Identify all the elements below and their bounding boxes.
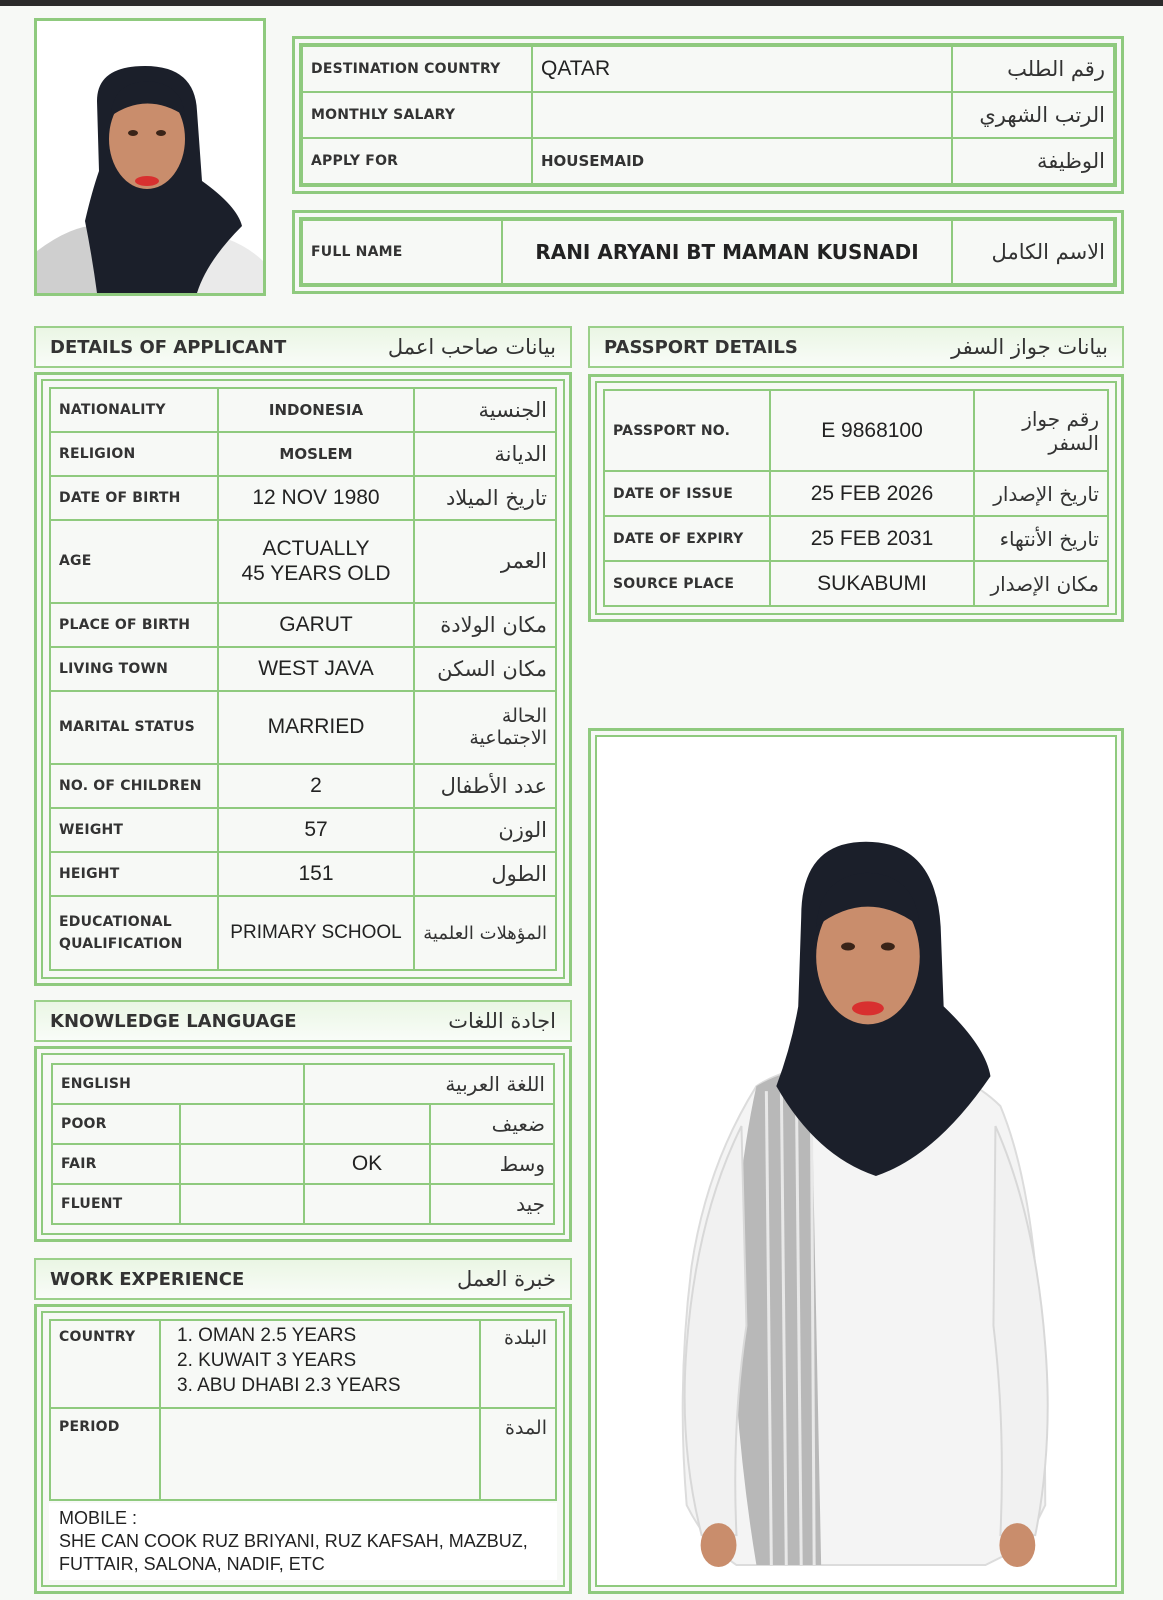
language-box	[34, 1046, 572, 1242]
language-table	[51, 1063, 555, 1225]
destination-country-arabic: رقم الطلب	[952, 46, 1114, 92]
age-arabic: العمر	[414, 520, 556, 602]
marital-status-value: MARRIED	[218, 691, 414, 764]
date-of-birth-label: DATE OF BIRTH	[50, 476, 218, 520]
date-of-issue-value: 25 FEB 2026	[770, 471, 974, 516]
nationality-arabic: الجنسية	[414, 388, 556, 432]
cooking-note-line2: FUTTAIR, SALONA, NADIF, ETC	[59, 1554, 325, 1574]
fluent-label: FLUENT	[52, 1184, 180, 1224]
passport-no-arabic: رقم جواز السفر	[974, 390, 1108, 471]
portrait-illustration	[37, 21, 263, 293]
apply-for-arabic: الوظيفة	[952, 138, 1114, 184]
language-section-title-arabic: اجادة اللغات	[448, 1009, 556, 1033]
country-arabic: البلدة	[480, 1320, 556, 1408]
table-row	[50, 388, 556, 432]
table-row	[50, 1320, 556, 1408]
place-of-birth-label: PLACE OF BIRTH	[50, 603, 218, 647]
work-experience-table	[49, 1319, 557, 1501]
list-item: 3. ABU DHABI 2.3 YEARS	[177, 1375, 401, 1396]
fluent-english-value	[180, 1184, 304, 1224]
table-row	[604, 390, 1108, 471]
table-row	[52, 1064, 554, 1104]
religion-arabic: الديانة	[414, 432, 556, 476]
education-label: EDUCATIONAL QUALIFICATION	[50, 896, 218, 970]
education-value: PRIMARY SCHOOL	[218, 896, 414, 970]
table-row	[604, 561, 1108, 606]
apply-for-value: HOUSEMAID	[532, 138, 952, 184]
religion-label: RELIGION	[50, 432, 218, 476]
applicant-details-box	[34, 372, 572, 986]
place-of-birth-arabic: مكان الولادة	[414, 603, 556, 647]
poor-arabic: ضعيف	[430, 1104, 554, 1144]
living-town-label: LIVING TOWN	[50, 647, 218, 691]
table-row	[52, 1184, 554, 1224]
table-row	[302, 220, 1114, 284]
applicant-section-title-arabic: بيانات صاحب اعمل	[387, 335, 556, 359]
age-value: ACTUALLY 45 YEARS OLD	[218, 520, 414, 602]
arabic-language-label: اللغة العربية	[304, 1064, 554, 1104]
cooking-note-line1: SHE CAN COOK RUZ BRIYANI, RUZ KAFSAH, MAZBUZ,	[59, 1531, 528, 1551]
table-row	[50, 1408, 556, 1500]
nationality-value: INDONESIA	[218, 388, 414, 432]
destination-country-value: QATAR	[532, 46, 952, 92]
fluent-arabic-value	[304, 1184, 430, 1224]
table-row	[50, 691, 556, 764]
passport-section-title: PASSPORT DETAILS	[604, 336, 798, 358]
application-info-table	[301, 45, 1115, 185]
full-name-box	[292, 210, 1124, 294]
poor-english-value	[180, 1104, 304, 1144]
date-of-expiry-label: DATE OF EXPIRY	[604, 516, 770, 561]
living-town-value: WEST JAVA	[218, 647, 414, 691]
source-place-value: SUKABUMI	[770, 561, 974, 606]
poor-arabic-value	[304, 1104, 430, 1144]
full-name-table	[301, 219, 1115, 285]
passport-no-label: PASSPORT NO.	[604, 390, 770, 471]
portrait-photo	[34, 18, 266, 296]
application-info-box	[292, 36, 1124, 194]
table-row	[50, 647, 556, 691]
applicant-details-table	[49, 387, 557, 971]
table-row	[604, 516, 1108, 561]
poor-label: POOR	[52, 1104, 180, 1144]
work-section-title-arabic: خبرة العمل	[457, 1267, 556, 1291]
passport-section-title-arabic: بيانات جواز السفر	[951, 335, 1108, 359]
education-arabic: المؤهلات العلمية	[414, 896, 556, 970]
source-place-label: SOURCE PLACE	[604, 561, 770, 606]
nationality-label: NATIONALITY	[50, 388, 218, 432]
table-row	[50, 520, 556, 602]
passport-section-header	[588, 326, 1124, 368]
table-row	[50, 476, 556, 520]
date-of-birth-value: 12 NOV 1980	[218, 476, 414, 520]
english-label: ENGLISH	[52, 1064, 304, 1104]
marital-status-label: MARITAL STATUS	[50, 691, 218, 764]
country-label: COUNTRY	[50, 1320, 160, 1408]
table-row	[52, 1104, 554, 1144]
full-name-label: FULL NAME	[302, 220, 502, 284]
height-value: 151	[218, 852, 414, 896]
list-item: 1. OMAN 2.5 YEARS	[177, 1325, 357, 1346]
full-name-arabic: الاسم الكامل	[952, 220, 1114, 284]
fair-label: FAIR	[52, 1144, 180, 1184]
source-place-arabic: مكان الإصدار	[974, 561, 1108, 606]
table-row	[302, 46, 1114, 92]
religion-value: MOSLEM	[218, 432, 414, 476]
applicant-section-header	[34, 326, 572, 368]
monthly-salary-label: MONTHLY SALARY	[302, 92, 532, 138]
date-of-birth-arabic: تاريخ الميلاد	[414, 476, 556, 520]
table-row	[302, 92, 1114, 138]
passport-no-value: E 9868100	[770, 390, 974, 471]
table-row	[604, 471, 1108, 516]
table-row	[50, 432, 556, 476]
height-label: HEIGHT	[50, 852, 218, 896]
children-label: NO. OF CHILDREN	[50, 764, 218, 808]
passport-details-box	[588, 374, 1124, 622]
table-row	[50, 808, 556, 852]
living-town-arabic: مكان السكن	[414, 647, 556, 691]
fair-arabic: وسط	[430, 1144, 554, 1184]
full-body-photo	[607, 747, 1105, 1575]
weight-value: 57	[218, 808, 414, 852]
period-label: PERIOD	[50, 1408, 160, 1500]
period-arabic: المدة	[480, 1408, 556, 1500]
monthly-salary-arabic: الرتب الشهري	[952, 92, 1114, 138]
date-of-expiry-value: 25 FEB 2031	[770, 516, 974, 561]
date-of-expiry-arabic: تاريخ الأنتهاء	[974, 516, 1108, 561]
work-section-title: WORK EXPERIENCE	[50, 1268, 245, 1290]
date-of-issue-arabic: تاريخ الإصدار	[974, 471, 1108, 516]
table-row	[50, 896, 556, 970]
passport-details-table	[603, 389, 1109, 607]
full-name-value: RANI ARYANI BT MAMAN KUSNADI	[502, 220, 952, 284]
marital-status-arabic: الحالة الاجتماعية	[414, 691, 556, 764]
children-value: 2	[218, 764, 414, 808]
period-value	[160, 1408, 480, 1500]
table-row	[302, 138, 1114, 184]
monthly-salary-value	[532, 92, 952, 138]
full-body-photo-box	[588, 728, 1124, 1594]
notes-area	[49, 1503, 557, 1580]
destination-country-label: DESTINATION COUNTRY	[302, 46, 532, 92]
place-of-birth-value: GARUT	[218, 603, 414, 647]
applicant-section-title: DETAILS OF APPLICANT	[50, 336, 287, 358]
work-experience-box	[34, 1304, 572, 1594]
language-section-header	[34, 1000, 572, 1042]
table-row	[50, 603, 556, 647]
table-row	[50, 852, 556, 896]
mobile-label: MOBILE :	[59, 1508, 138, 1528]
date-of-issue-label: DATE OF ISSUE	[604, 471, 770, 516]
table-row	[52, 1144, 554, 1184]
fair-english-value	[180, 1144, 304, 1184]
height-arabic: الطول	[414, 852, 556, 896]
fair-arabic-value: OK	[304, 1144, 430, 1184]
children-arabic: عدد الأطفال	[414, 764, 556, 808]
age-label: AGE	[50, 520, 218, 602]
table-row	[50, 764, 556, 808]
list-item: 2. KUWAIT 3 YEARS	[177, 1350, 357, 1371]
fluent-arabic: جيد	[430, 1184, 554, 1224]
work-section-header	[34, 1258, 572, 1300]
weight-label: WEIGHT	[50, 808, 218, 852]
country-list	[160, 1320, 480, 1408]
weight-arabic: الوزن	[414, 808, 556, 852]
language-section-title: KNOWLEDGE LANGUAGE	[50, 1010, 297, 1032]
apply-for-label: APPLY FOR	[302, 138, 532, 184]
